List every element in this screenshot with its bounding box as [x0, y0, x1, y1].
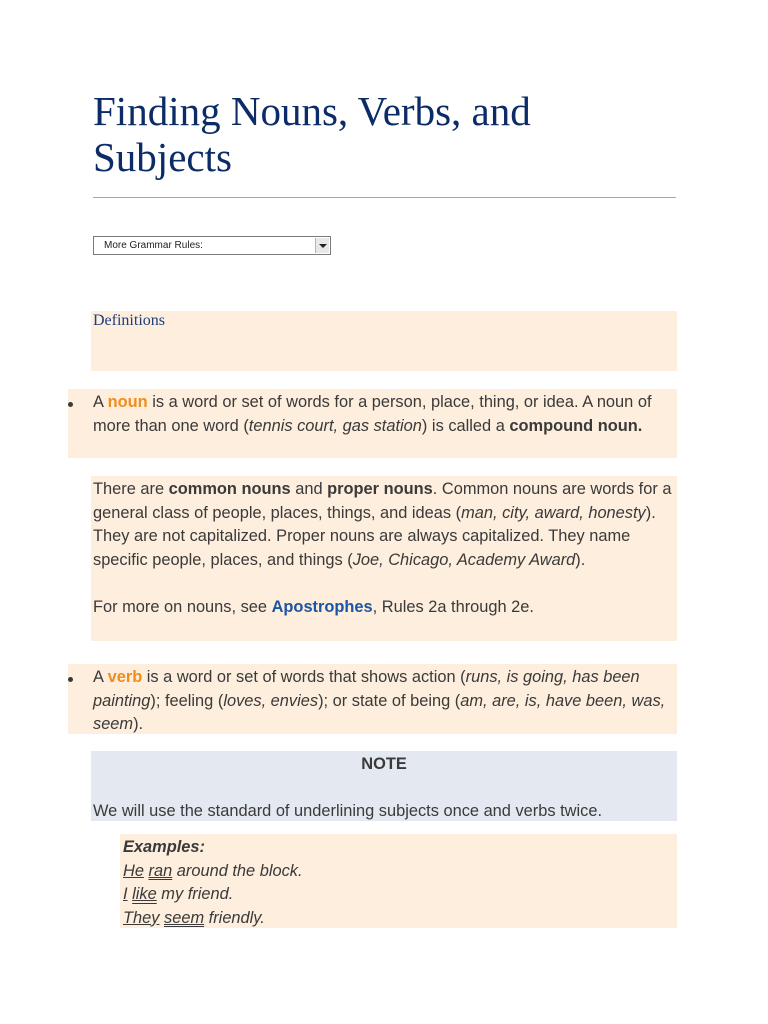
common-proper-paragraph: [93, 478, 675, 572]
text: ). They are not capitalized. Proper nouns are always capitalized. They name specific people, places, and things (: [93, 503, 656, 569]
example-verb: seem: [164, 908, 205, 927]
common-noun-examples: man, city, award, honesty: [461, 503, 646, 522]
term-noun: noun: [107, 393, 148, 411]
text: For more on nouns, see: [93, 597, 272, 616]
example-subject: They: [123, 908, 160, 927]
examples-heading: [123, 836, 674, 860]
noun-types-section: [91, 476, 677, 641]
text: There are: [93, 480, 169, 498]
text: ); or state of being (: [318, 691, 461, 710]
chevron-down-icon[interactable]: [315, 238, 329, 253]
examples-heading-label: Examples:: [123, 838, 205, 856]
text: my friend.: [156, 885, 234, 903]
dropdown-selected-label: More Grammar Rules:: [104, 240, 203, 251]
example-sentence: [123, 907, 674, 931]
text: ).: [133, 715, 144, 733]
note-title: NOTE: [361, 755, 407, 773]
text: around the block.: [172, 861, 303, 880]
page-title: Finding Nouns, Verbs, and Subjects: [93, 88, 531, 180]
text: A: [93, 393, 108, 411]
example-verb: ran: [148, 861, 173, 880]
text: ).: [575, 550, 586, 569]
example-sentence: [123, 883, 674, 907]
text: is a word or set of words that shows action (: [142, 668, 466, 686]
example-subject: I: [123, 885, 128, 903]
compound-noun-term: compound noun.: [509, 416, 643, 435]
text: friendly.: [204, 908, 265, 927]
example-verb: like: [132, 885, 157, 903]
term-verb: verb: [107, 668, 143, 686]
more-nouns-paragraph: [93, 596, 675, 620]
title-divider: [93, 197, 676, 198]
verb-definition-item: [68, 664, 677, 734]
apostrophes-link[interactable]: Apostrophes: [271, 597, 373, 616]
definitions-heading-block: [91, 311, 677, 371]
example-sentence: [123, 860, 674, 884]
note-box: [91, 751, 677, 821]
bullet-icon: [68, 402, 73, 407]
text: ) is called a: [421, 416, 510, 435]
noun-definition-item: [68, 389, 677, 458]
proper-nouns-term: proper nouns: [327, 480, 433, 498]
note-text: We will use the standard of underlining subjects once and verbs twice.: [93, 802, 602, 820]
text: ); feeling (: [150, 691, 224, 710]
text: and: [290, 480, 328, 498]
action-examples: runs, is going, has been painting: [93, 668, 640, 710]
bullet-icon: [68, 677, 73, 682]
examples-box: [120, 834, 677, 928]
text: , Rules 2a through 2e.: [372, 597, 534, 616]
definitions-heading: Definitions: [93, 312, 165, 329]
text: is a word or set of words for a person, place, thing, or idea. A noun of more than one word (: [93, 393, 652, 435]
example-subject: He: [123, 861, 144, 880]
grammar-rules-dropdown[interactable]: [93, 236, 331, 255]
text: . Common nouns are words for a general class of people, places, things, and ideas (: [93, 480, 672, 522]
proper-noun-examples: Joe, Chicago, Academy Award: [352, 550, 576, 569]
state-of-being-examples: am, are, is, have been, was, seem: [93, 691, 666, 733]
text: A: [93, 668, 108, 686]
noun-examples: tennis court, gas station: [248, 416, 422, 435]
common-nouns-term: common nouns: [168, 480, 291, 498]
feeling-examples: loves, envies: [223, 691, 319, 710]
